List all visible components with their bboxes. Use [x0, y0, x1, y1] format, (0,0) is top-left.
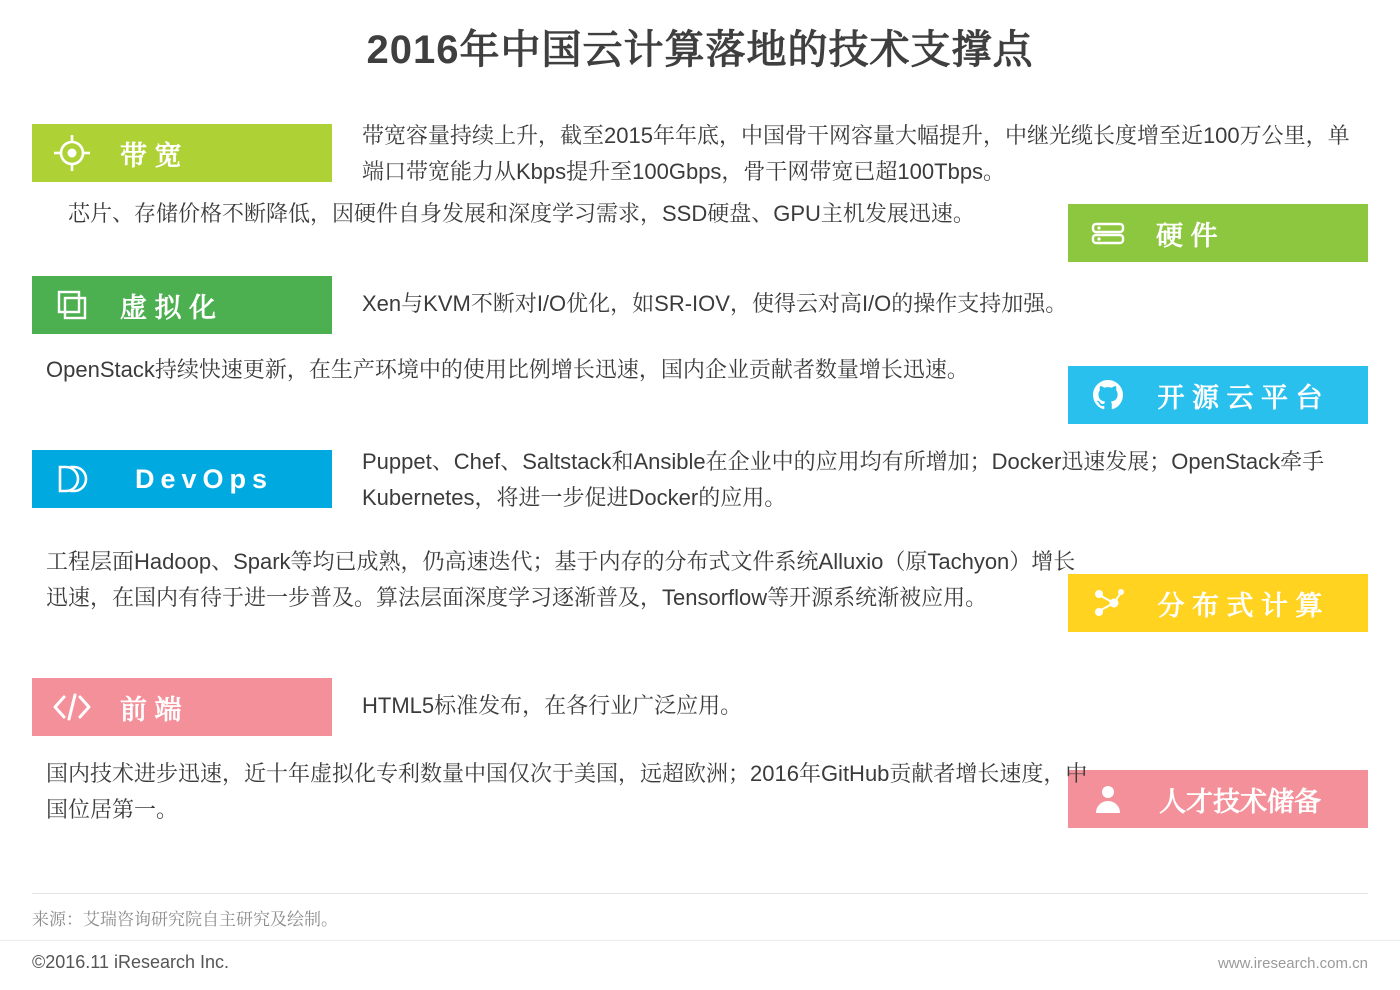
- chip-open-source-cloud[interactable]: [1068, 366, 1368, 424]
- footer-divider: [0, 940, 1400, 941]
- chip-bandwidth[interactable]: [32, 124, 332, 182]
- footer-website[interactable]: www.iresearch.com.cn: [1217, 955, 1368, 972]
- rows-container: [32, 118, 1368, 846]
- row-hardware: [32, 196, 1368, 276]
- source-note: 来源：艾瑞咨询研究院自主研究及绘制。: [32, 910, 338, 929]
- chip-label: 硬 件: [1156, 220, 1218, 251]
- devops-icon: [50, 457, 94, 501]
- text-hardware: 芯片、存储价格不断降低，因硬件自身发展和深度学习需求，SSD硬盘、GPU主机发展迅速。: [68, 201, 975, 226]
- row-bandwidth: [32, 118, 1368, 196]
- chip-distributed-computing[interactable]: [1068, 574, 1368, 632]
- chip-label: 带 宽: [120, 140, 182, 171]
- chip-label: 虚 拟 化: [120, 292, 217, 323]
- chip-label: 开 源 云 平 台: [1157, 382, 1323, 413]
- row-talent-reserve: [32, 756, 1368, 846]
- layers-icon: [50, 283, 94, 327]
- nodes-icon: [1086, 581, 1130, 625]
- chip-label: 分 布 式 计 算: [1157, 590, 1323, 621]
- text-devops: Puppet、Chef、Saltstack和Ansible在企业中的应用均有所增加；Docker迅速发展；OpenStack牵手Kubernetes，将进一步促进Docker的应用。: [362, 449, 1325, 510]
- row-devops: [32, 444, 1368, 544]
- text-talent-reserve: 国内技术进步迅速，近十年虚拟化专利数量中国仅次于美国，远超欧洲；2016年GitHub贡献者增长速度，中国位居第一。: [46, 761, 1088, 822]
- code-icon: [50, 685, 94, 729]
- row-virtualization: [32, 276, 1368, 352]
- chip-frontend[interactable]: [32, 678, 332, 736]
- source-divider: [32, 893, 1368, 894]
- page-title: 2016年中国云计算落地的技术支撑点: [366, 28, 1034, 72]
- chip-label: 人才技术储备: [1159, 786, 1321, 817]
- text-frontend: HTML5标准发布，在各行业广泛应用。: [362, 693, 743, 718]
- chip-label: 前 端: [120, 694, 182, 725]
- chip-devops[interactable]: [32, 450, 332, 508]
- chip-label: DevOps: [134, 463, 274, 494]
- footer-copyright: ©2016.11 iResearch Inc.: [32, 952, 230, 972]
- text-bandwidth: 带宽容量持续上升，截至2015年年底，中国骨干网容量大幅提升，中继光缆长度增至近100万公里，单端口带宽能力从Kbps提升至100Gbps，骨干网带宽已超100Tbps。: [362, 123, 1350, 184]
- row-distributed-computing: [32, 544, 1368, 674]
- text-open-source-cloud: OpenStack持续快速更新，在生产环境中的使用比例增长迅速，国内企业贡献者数量增长迅速。: [46, 357, 969, 382]
- target-icon: [50, 131, 94, 175]
- text-distributed-computing: 工程层面Hadoop、Spark等均已成熟，仍高速迭代；基于内存的分布式文件系统Alluxio（原Tachyon）增长迅速，在国内有待于进一步普及。算法层面深度学习逐渐普及，Tensorflow等开源系统渐被应用。: [46, 549, 1076, 610]
- chip-talent-reserve[interactable]: [1068, 770, 1368, 828]
- chip-virtualization[interactable]: [32, 276, 332, 334]
- row-open-source-cloud: [32, 352, 1368, 444]
- chip-hardware[interactable]: [1068, 204, 1368, 262]
- text-virtualization: Xen与KVM不断对I/O优化，如SR-IOV，使得云对高I/O的操作支持加强。: [362, 291, 1068, 316]
- server-icon: [1086, 211, 1130, 255]
- row-frontend: [32, 674, 1368, 756]
